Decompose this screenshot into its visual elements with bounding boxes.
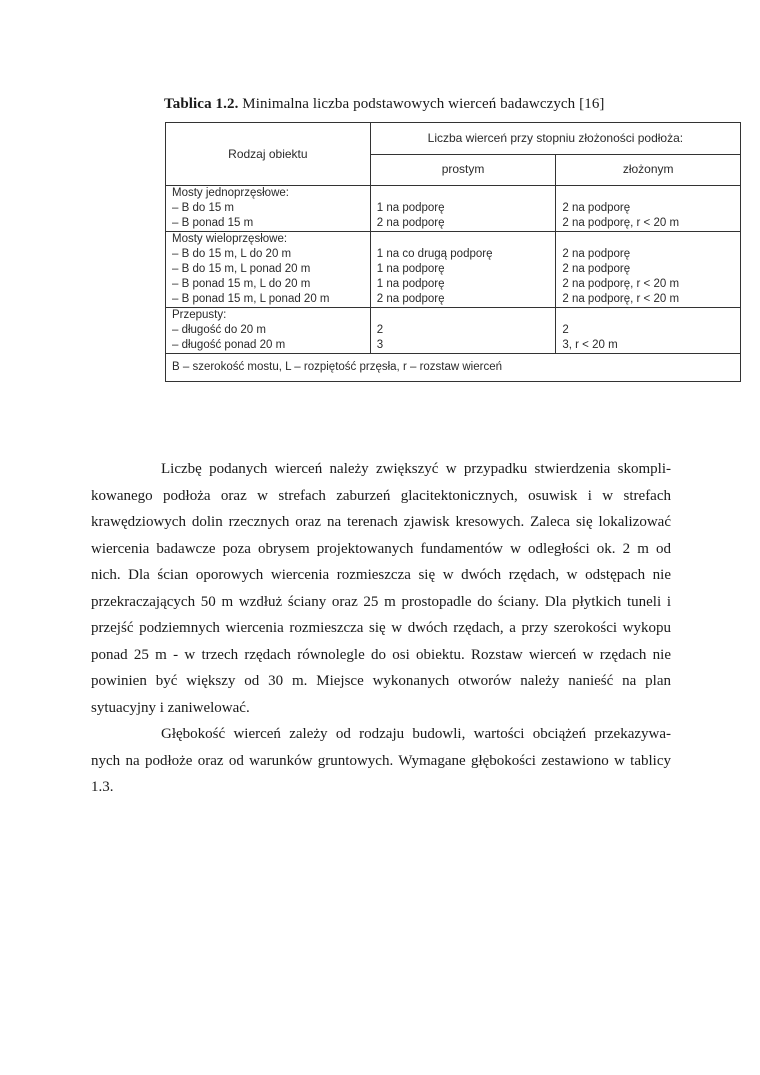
simple-line: 3 xyxy=(376,339,384,351)
paragraph-line: 1.3. xyxy=(91,779,114,795)
complex-line: 2 na podporę, r < 20 m xyxy=(562,217,680,229)
header-object-type: Rodzaj obiektu xyxy=(166,123,371,186)
paragraph-line: nich. Dla ścian oporowych wiercenia rozmieszcza się w dwóch rzędach, w odstępach nie xyxy=(91,567,671,583)
object-cell xyxy=(166,308,371,354)
object-line: – B do 15 m xyxy=(172,202,235,214)
paragraph-line: wiercenia badawcze poza obrysem projektowanych fundamentów w odległości ok. 2 m od xyxy=(91,540,671,557)
object-line: – długość do 20 m xyxy=(172,324,266,336)
complex-cell xyxy=(556,232,741,308)
simple-line: 1 na co drugą podporę xyxy=(376,248,493,260)
paragraph-line: przekraczających 50 m wzdłuż ściany oraz 25 m prostopadle do ściany. Dla płytkich tuneli i xyxy=(91,593,671,610)
object-line: – B do 15 m, L do 20 m xyxy=(172,248,292,260)
paragraph-line: Głębokość wierceń zależy od rodzaju budowli, wartości obciążeń przekazywa- xyxy=(161,726,671,742)
object-line: – B ponad 15 m, L ponad 20 m xyxy=(172,293,330,305)
table-row xyxy=(166,186,741,232)
table-caption xyxy=(164,96,724,113)
table-footnote: B – szerokość mostu, L – rozpiętość przęsła, r – rozstaw wierceń xyxy=(166,354,741,382)
object-cell xyxy=(166,232,371,308)
paragraph-line: nych na podłoże oraz od warunków gruntowych. Wymagane głębokości zestawiono w tablicy xyxy=(91,752,671,769)
simple-cell xyxy=(370,308,556,354)
object-line: Przepusty: xyxy=(172,309,227,321)
complex-line: 2 na podporę xyxy=(562,202,631,214)
simple-line: 1 na podporę xyxy=(376,202,445,214)
table-row xyxy=(166,232,741,308)
complex-line: 2 na podporę, r < 20 m xyxy=(562,293,680,305)
paragraph-line: ponad 25 m - w trzech rzędach równolegle do osi obiektu. Rozstaw wierceń w rzędach nie xyxy=(91,646,671,663)
complex-line: 3, r < 20 m xyxy=(562,339,618,351)
simple-line: 1 na podporę xyxy=(376,263,445,275)
simple-cell xyxy=(370,232,556,308)
paragraph-line: sytuacyjny i zaniwelować. xyxy=(91,699,250,716)
object-line: – B ponad 15 m, L do 20 m xyxy=(172,278,311,290)
object-line: – B do 15 m, L ponad 20 m xyxy=(172,263,311,275)
paragraph-line: przejść podziemnych wiercenia rozmieszcza się w dwóch rzędach, a przy szerokości wykopu xyxy=(91,620,671,636)
paragraph-2 xyxy=(91,721,671,801)
paragraph-line: krawędziowych dolin rzecznych oraz na terenach zjawisk kresowych. Zaleca się lokalizować xyxy=(91,514,671,530)
complex-line: 2 na podporę, r < 20 m xyxy=(562,278,680,290)
paragraph-line: powinien być większy od 30 m. Miejsce wykonanych otworów należy nanieść na plan xyxy=(91,673,671,689)
object-line: – długość ponad 20 m xyxy=(172,339,286,351)
simple-line: 1 na podporę xyxy=(376,278,445,290)
complex-line: 2 na podporę xyxy=(562,263,631,275)
header-simple: prostym xyxy=(370,154,556,186)
simple-cell xyxy=(370,186,556,232)
complex-line: 2 xyxy=(562,324,569,336)
paragraph-line: Liczbę podanych wierceń należy zwiększyć w przypadku stwierdzenia skompli- xyxy=(161,461,671,477)
simple-line: 2 na podporę xyxy=(376,293,445,305)
paragraph-1 xyxy=(91,456,671,721)
header-borehole-count: Liczba wierceń przy stopniu złożoności podłoża: xyxy=(370,123,740,155)
table-caption-label: Tablica 1.2. xyxy=(164,96,239,112)
object-line: Mosty wieloprzęsłowe: xyxy=(172,233,288,245)
table-row xyxy=(166,308,741,354)
object-cell xyxy=(166,186,371,232)
simple-line: 2 na podporę xyxy=(376,217,445,229)
object-line: Mosty jednoprzęsłowe: xyxy=(172,187,289,199)
object-line: – B ponad 15 m xyxy=(172,217,254,229)
complex-line: 2 na podporę xyxy=(562,248,631,260)
complex-cell xyxy=(556,186,741,232)
simple-line: 2 xyxy=(376,324,384,336)
complex-cell xyxy=(556,308,741,354)
header-complex: złożonym xyxy=(556,154,741,186)
boreholes-table xyxy=(165,122,741,382)
table-caption-title: Minimalna liczba podstawowych wierceń badawczych [16] xyxy=(242,96,605,112)
paragraph-line: kowanego podłoża oraz w strefach zaburzeń glacitektonicznych, osuwisk i w strefach xyxy=(91,487,671,504)
